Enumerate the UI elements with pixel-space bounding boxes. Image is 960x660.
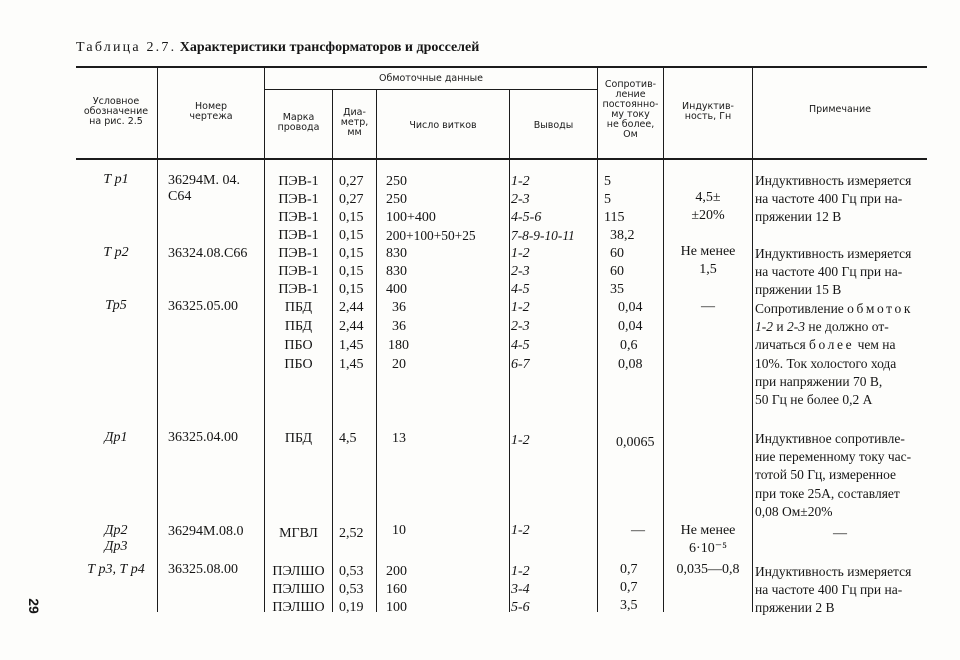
row-resistance: 0,6 [620,338,638,353]
note-tr5: Сопротивление обмоток 1-2 и 2-3 не должно от- личаться более чем на 10%. Ток холостого хода при напряжении 70 В, 50 Гц не более 0,2 А [755,301,914,408]
inductance-dr2-line1: Не менее [680,523,736,538]
table-caption [76,40,479,56]
top-rule [76,66,927,68]
row-leads: 2-3 [511,192,530,207]
row-turns: 10 [392,523,406,538]
row-diameter: 0,15 [339,210,364,225]
row-resistance: 60 [610,264,624,279]
row-wire: ПЭВ-1 [278,264,319,279]
designation-tr1: Т р1 [103,172,129,187]
row-diameter: 0,53 [339,582,364,597]
row-turns: 830 [386,264,407,279]
row-wire: ПБД [284,300,313,315]
row-turns: 250 [386,192,407,207]
row-wire: МГВЛ [279,526,318,541]
drawing-tr5: 36325.05.00 [168,299,238,314]
row-wire: ПЭВ-1 [278,210,319,225]
drawing-tr1: 36294М. 04. [168,173,240,188]
inductance-tr2-line2: 1,5 [699,262,717,277]
designation-dr2: Др2 [104,523,128,538]
row-resistance: 60 [610,246,624,261]
row-turns: 180 [388,338,409,353]
row-turns: 36 [392,319,406,334]
row-resistance: 0,04 [618,319,643,334]
row-diameter: 1,45 [339,338,364,353]
row-diameter: 0,15 [339,246,364,261]
row-turns: 200 [386,564,407,579]
row-wire: ПЭЛШО [272,564,325,579]
row-resistance: 3,5 [620,598,638,613]
row-leads: 4-5 [511,282,530,297]
note-tr1: Индуктивность измеряется на частоте 400 Гц при на- пряжении 12 В [755,173,912,225]
page-number: 29 [25,598,42,614]
row-diameter: 2,44 [339,300,364,315]
row-turns: 250 [386,174,407,189]
row-diameter: 2,44 [339,319,364,334]
row-turns: 20 [392,357,406,372]
table-label: Таблица 2.7. [76,40,177,55]
header-wire: Марка провода [277,112,320,133]
row-wire: ПБД [284,431,313,446]
col-divider [332,90,333,612]
inductance-dr2-line2: 6·10⁻⁵ [689,541,727,556]
drawing-tr2: 36324.08.С66 [168,246,248,261]
row-wire: ПЭВ-1 [278,228,319,243]
row-diameter: 0,15 [339,282,364,297]
row-wire: ПЭВ-1 [278,174,319,189]
inductance-tr2-line1: Не менее [680,244,736,259]
header-designation: Условное обозначение на рис. 2.5 [83,96,149,127]
note-tr3: Индуктивность измеряется на частоте 400 Гц при на- пряжении 2 В [755,564,912,616]
row-resistance: 0,7 [620,580,638,595]
row-resistance: — [631,523,645,538]
inductance-tr1-line1: 4,5± [695,190,721,205]
row-diameter: 0,27 [339,174,364,189]
row-resistance: 5 [604,174,611,189]
row-resistance: 35 [610,282,624,297]
col-divider [157,67,158,612]
designation-tr3-tr4: Т р3, Т р4 [87,562,145,577]
table-title: Характеристики трансформаторов и дросселей [179,40,480,55]
row-wire: ПЭВ-1 [278,246,319,261]
row-resistance: 0,08 [618,357,643,372]
winding-group-rule [264,89,597,90]
row-diameter: 0,19 [339,600,364,615]
row-leads: 7-8-9-10-11 [511,228,575,243]
inductance-tr3: 0,035—0,8 [676,562,740,577]
row-diameter: 0,15 [339,228,364,243]
designation-dr1: Др1 [104,430,128,445]
designation-dr3: Др3 [104,539,128,554]
row-turns: 100+400 [386,210,436,225]
header-winding-group: Обмоточные данные [378,73,483,84]
row-turns: 200+100+50+25 [386,228,476,243]
col-divider [509,90,510,612]
row-leads: 2-3 [511,319,530,334]
row-resistance: 5 [604,192,611,207]
row-diameter: 0,53 [339,564,364,579]
row-diameter: 2,52 [339,526,364,541]
header-leads: Выводы [533,120,574,131]
row-turns: 36 [392,300,406,315]
row-resistance: 38,2 [610,228,635,243]
drawing-tr1-suffix: С64 [168,189,192,204]
header-inductance: Индуктив- ность, Гн [682,101,734,122]
row-leads: 4-5 [511,338,530,353]
row-wire: ПБО [284,357,313,372]
designation-tr5: Тр5 [105,298,127,313]
row-leads: 5-6 [511,600,530,615]
row-wire: ПБД [284,319,313,334]
header-diameter: Диа- метр, мм [340,107,369,138]
row-turns: 13 [392,431,406,446]
row-resistance: 0,04 [618,300,643,315]
row-diameter: 1,45 [339,357,364,372]
row-wire: ПЭВ-1 [278,282,319,297]
row-leads: 1-2 [511,564,530,579]
inductance-tr1-line2: ±20% [691,208,725,223]
row-leads: 4-5-6 [511,210,542,225]
note-dr1: Индуктивное сопротивле- ние переменному току час- тотой 50 Гц, измеренное при токе 25А, составляет 0,08 Ом±20% [755,431,912,519]
row-leads: 1-2 [511,523,530,538]
row-leads: 3-4 [511,582,530,597]
row-wire: ПЭВ-1 [278,192,319,207]
note-dr2: — [833,526,847,541]
row-resistance: 115 [604,210,625,225]
header-turns: Число витков [409,120,477,131]
row-resistance: 0,7 [620,562,638,577]
drawing-dr1: 36325.04.00 [168,430,238,445]
inductance-tr5: — [701,299,715,314]
header-drawing: Номер чертежа [189,101,233,122]
row-turns: 830 [386,246,407,261]
col-divider [376,90,377,612]
row-leads: 1-2 [511,300,530,315]
header-resistance: Сопротив- ление постоянно- му току не более, Ом [602,79,659,140]
row-leads: 1-2 [511,433,530,448]
designation-tr2: Т р2 [103,245,129,260]
drawing-dr2: 36294М.08.0 [168,524,244,539]
row-diameter: 0,15 [339,264,364,279]
row-leads: 2-3 [511,264,530,279]
row-leads: 6-7 [511,357,530,372]
row-diameter: 4,5 [339,431,357,446]
row-wire: ПБО [284,338,313,353]
header-remark: Примечание [808,104,872,115]
row-resistance: 0,0065 [616,435,655,450]
row-wire: ПЭЛШО [272,582,325,597]
row-turns: 100 [386,600,407,615]
row-wire: ПЭЛШО [272,600,325,615]
row-turns: 400 [386,282,407,297]
note-tr2: Индуктивность измеряется на частоте 400 Гц при на- пряжении 15 В [755,246,912,298]
row-turns: 160 [386,582,407,597]
drawing-tr3: 36325.08.00 [168,562,238,577]
header-bottom-rule [76,158,927,160]
row-leads: 1-2 [511,174,530,189]
row-diameter: 0,27 [339,192,364,207]
row-leads: 1-2 [511,246,530,261]
